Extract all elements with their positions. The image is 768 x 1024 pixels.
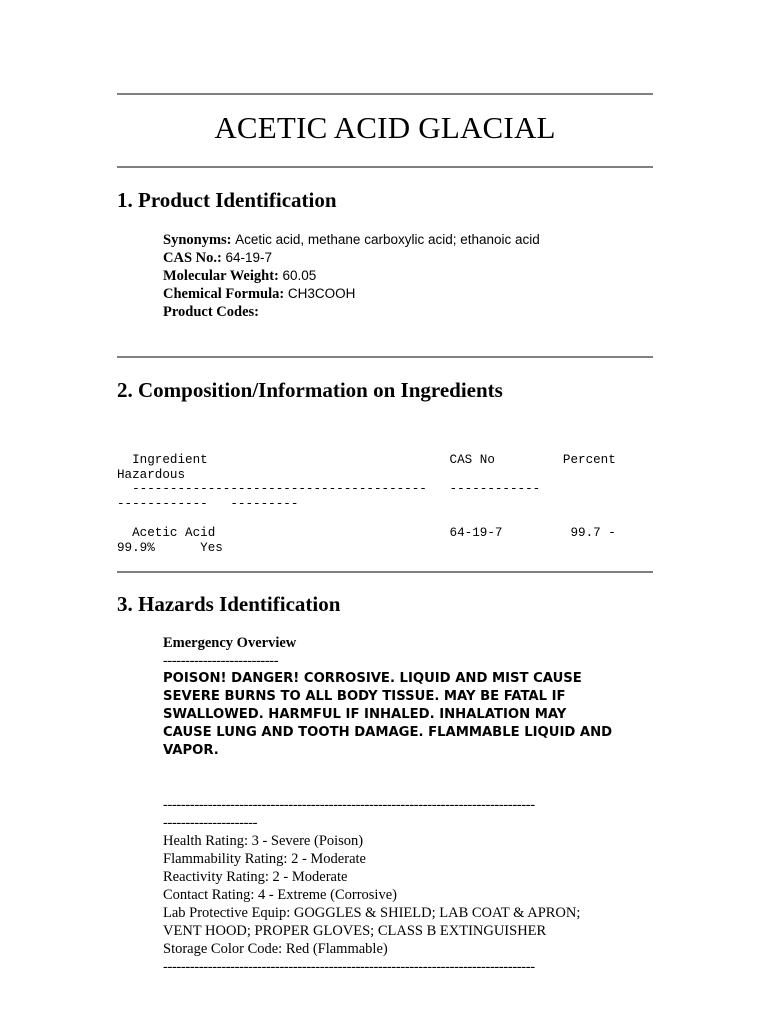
- ratings-separator-bottom: -----------------------------------------------------------------------------------: [163, 959, 535, 975]
- section-heading-product-identification: 1. Product Identification: [117, 188, 337, 212]
- cas-value: 64-19-7: [225, 250, 272, 265]
- cas-row: [163, 249, 540, 267]
- product-identification-fields: [163, 231, 540, 321]
- section-1-rule: [117, 356, 653, 358]
- reactivity-rating: Reactivity Rating: 2 - Moderate: [163, 869, 348, 885]
- molecular-weight-row: [163, 267, 540, 285]
- spacer: [163, 760, 613, 796]
- chemical-formula-label: Chemical Formula:: [163, 286, 285, 302]
- emergency-overview-underline: --------------------------: [163, 653, 279, 669]
- health-rating: Health Rating: 3 - Severe (Poison): [163, 833, 364, 849]
- product-codes-row: [163, 303, 540, 321]
- section-heading-composition: 2. Composition/Information on Ingredients: [117, 378, 503, 402]
- top-rule: [117, 93, 653, 95]
- composition-table-text: Ingredient CAS No Percent Hazardous --------------------------------------- ------------ ------------ --------- Acetic Acid 64-19-7 99.7 - 99.9% Yes: [117, 453, 616, 555]
- chemical-formula-row: [163, 285, 540, 303]
- hazards-identification-block: [163, 634, 613, 976]
- ratings-separator-line-1: -----------------------------------------------------------------------------------: [163, 797, 535, 813]
- synonyms-row: [163, 231, 540, 249]
- synonyms-label: Synonyms:: [163, 232, 232, 248]
- synonyms-value: Acetic acid, methane carboxylic acid; ethanoic acid: [235, 232, 540, 247]
- title-rule: [117, 166, 653, 168]
- emergency-overview-title: Emergency Overview: [163, 635, 297, 651]
- product-codes-label: Product Codes:: [163, 304, 259, 320]
- document-title: ACETIC ACID GLACIAL: [214, 110, 556, 145]
- molecular-weight-label: Molecular Weight:: [163, 268, 279, 284]
- section-2-rule: [117, 571, 653, 573]
- emergency-warning-text: POISON! DANGER! CORROSIVE. LIQUID AND MIST CAUSE SEVERE BURNS TO ALL BODY TISSUE. MAY BE FATAL IF SWALLOWED. HARMFUL IF INHALED. INHALATION MAY CAUSE LUNG AND TOOTH DAMAGE. FLAMMABLE LIQUID AND VAPOR.: [163, 671, 613, 758]
- flammability-rating: Flammability Rating: 2 - Moderate: [163, 851, 366, 867]
- chemical-formula-value: CH3COOH: [287, 286, 356, 301]
- ratings-separator-line-2: ---------------------: [163, 815, 258, 831]
- lab-protective-equipment: Lab Protective Equip: GOGGLES & SHIELD; LAB COAT & APRON; VENT HOOD; PROPER GLOVES; CLASS B EXTINGUISHER: [163, 905, 581, 939]
- document-page: [117, 0, 653, 1024]
- storage-color-code: Storage Color Code: Red (Flammable): [163, 941, 388, 957]
- section-heading-hazards: 3. Hazards Identification: [117, 592, 341, 616]
- molecular-weight-value: 60.05: [282, 268, 317, 283]
- contact-rating: Contact Rating: 4 - Extreme (Corrosive): [163, 887, 397, 903]
- cas-label: CAS No.:: [163, 250, 222, 266]
